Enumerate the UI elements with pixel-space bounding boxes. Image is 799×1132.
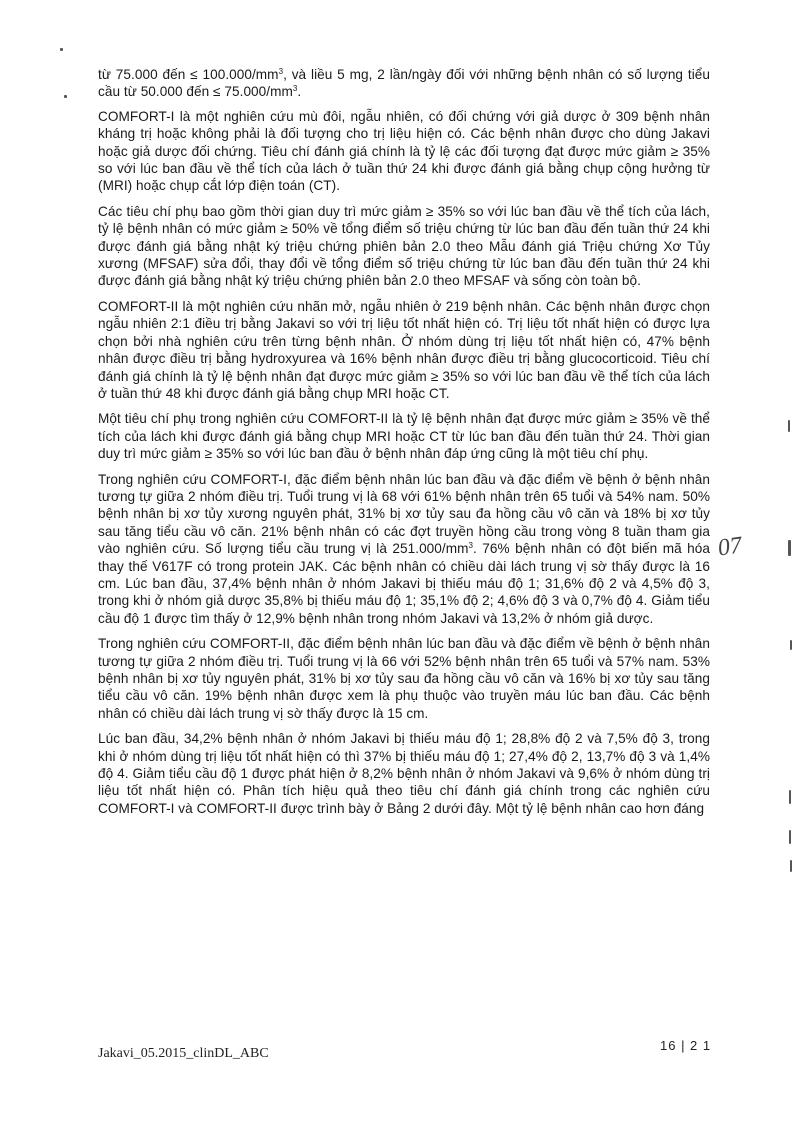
handwritten-initials: 07 — [716, 532, 744, 562]
footer-page-number: 16 | 2 1 — [660, 1038, 712, 1053]
scan-mark — [790, 860, 792, 872]
paragraph-comfort-ii-design: COMFORT-II là một nghiên cứu nhãn mở, ngẫu nhiên ở 219 bệnh nhân. Các bệnh nhân được chọn ngẫu nhiên 2:1 điều trị bằng Jakavi so với trị liệu tốt nhất hiện có. Trị liệu tốt nhất hiện có được lựa chọn bởi nhà nghiên cứu trên từng bệnh nhân. Ở nhóm dùng trị liệu tốt nhất hiện có, 47% bệnh nhân được điều trị bằng hydroxyurea và 16% bệnh nhân được điều trị bằng glucocorticoid. Tiêu chí đánh giá chính là tỷ lệ bệnh nhân đạt được mức giảm ≥ 35% so với lúc ban đầu về thể tích của lách ở tuần thứ 48 khi được đánh giá bằng chụp MRI hoặc CT. — [98, 298, 710, 401]
scan-mark — [789, 830, 791, 844]
body-text — [98, 66, 710, 825]
footer-document-id: Jakavi_05.2015_clinDL_ABC — [98, 1046, 269, 1061]
scan-dot — [60, 48, 63, 51]
paragraph-comfort-i-baseline: Trong nghiên cứu COMFORT-I, đặc điểm bệnh nhân lúc ban đầu và đặc điểm về bệnh ở bệnh nhân tương tự giữa 2 nhóm điều trị. Tuổi trung vị là 68 với 61% bệnh nhân trên 65 tuổi và 54% nam. 50% bệnh nhân bị xơ tủy xương nguyên phát, 31% bị xơ tủy sau đa hồng cầu vô căn và 18% bị xơ tủy sau tăng tiểu cầu vô căn. 21% bệnh nhân có các đợt truyền hồng cầu trong vòng 8 tuần tham gia vào nghiên cứu. Số lượng tiểu cầu trung vị là $251.000/mm^3$. 76% bệnh nhân có đột biến mã hóa thay thế V617F có trong protein JAK. Các bệnh nhân có chiều dài lách trung vị sờ thấy được là 16 cm. Lúc ban đầu, 37,4% bệnh nhân ở nhóm Jakavi bị thiếu máu độ 1; 31,6% độ 2 và 4,5% độ 3, trong khi ở nhóm giả dược 35,8% bị thiếu máu độ 1; 35,1% độ 2; 4,6% độ 3 và 0,7% độ 4. Giảm tiểu cầu độ 1 được tìm thấy ở 12,9% bệnh nhân trong nhóm Jakavi và 13,2% ở nhóm giả dược. — [98, 471, 710, 626]
paragraph-dosing: từ 75.000 đến ≤ $100.000/mm^3$, và liều 5 mg, 2 lần/ngày đối với những bệnh nhân có số lượng tiểu cầu từ 50.000 đến ≤ $75.000/mm^3$. — [98, 67, 710, 100]
paragraph-anemia-baseline: Lúc ban đầu, 34,2% bệnh nhân ở nhóm Jakavi bị thiếu máu độ 1; 28,8% độ 2 và 7,5% độ 3, trong khi ở nhóm dùng trị liệu tốt nhất hiện có thì 37% bị thiếu máu độ 1; 27,4% độ 2, 13,7% độ 3 và 1,4% độ 4. Giảm tiểu cầu độ 1 được phát hiện ở 8,2% bệnh nhân ở nhóm Jakavi và 9,6% ở nhóm dùng trị liệu tốt nhất hiện có. Phân tích hiệu quả theo tiêu chí đánh giá chính trong các nghiên cứu COMFORT-I và COMFORT-II được trình bày ở Bảng 2 dưới đây. Một tỷ lệ bệnh nhân cao hơn đáng — [98, 731, 710, 816]
paragraph-comfort-ii-secondary: Một tiêu chí phụ trong nghiên cứu COMFORT-II là tỷ lệ bệnh nhân đạt được mức giảm ≥ 35% về thể tích của lách khi được đánh giá bằng chụp MRI hoặc CT từ lúc ban đầu đến tuần thứ 24. Thời gian duy trì mức giảm ≥ 35% so với lúc ban đầu ở bệnh nhân đáp ứng cũng là một tiêu chí phụ. — [98, 411, 710, 462]
scan-mark — [788, 540, 791, 556]
paragraph-comfort-i-design: COMFORT-I là một nghiên cứu mù đôi, ngẫu nhiên, có đối chứng với giả dược ở 309 bệnh nhân kháng trị hoặc không phải là đối tượng cho trị liệu hiện có. Các bệnh nhân được cho dùng Jakavi hoặc giả dược đối chứng. Tiêu chí đánh giá chính là tỷ lệ các đối tượng đạt được mức giảm ≥ 35% so với lúc ban đầu về thể tích của lách ở tuần thứ 24 khi được đánh giá bằng chụp cộng hưởng từ (MRI) hoặc chụp cắt lớp điện toán (CT). — [98, 108, 710, 194]
scan-mark — [790, 640, 792, 650]
scan-dot — [64, 95, 67, 98]
paragraph-secondary-endpoints: Các tiêu chí phụ bao gồm thời gian duy trì mức giảm ≥ 35% so với lúc ban đầu về thể tích của lách, tỷ lệ bệnh nhân có mức giảm ≥ 50% về tổng điểm số triệu chứng từ lúc ban đầu đến tuần thứ 24 khi được đánh giá bằng nhật ký triệu chứng phiên bản 2.0 theo Mẫu đánh giá Triệu chứng Xơ Tủy xương (MFSAF) sửa đổi, thay đổi về tổng điểm số triệu chứng từ lúc ban đầu đến tuần thứ 24 khi được đánh giá bằng nhật ký triệu chứng phiên bản 2.0 theo MFSAF và sống còn toàn bộ. — [98, 203, 710, 289]
paragraph-comfort-ii-baseline: Trong nghiên cứu COMFORT-II, đặc điểm bệnh nhân lúc ban đầu và đặc điểm về bệnh ở bệnh nhân tương tự giữa 2 nhóm điều trị. Tuổi trung vị là 66 với 52% bệnh nhân trên 65 tuổi và 57% nam. 53% bệnh nhân bị xơ tủy nguyên phát, 31% bị xơ tủy sau đa hồng cầu vô căn và 16% bị xơ tủy sau tăng tiểu cầu vô căn. 19% bệnh nhân được xem là phụ thuộc vào truyền máu lúc ban đầu. Các bệnh nhân có chiều dài lách trung vị sờ thấy được là 15 cm. — [98, 636, 710, 721]
scan-mark — [789, 790, 791, 804]
scan-mark — [788, 420, 790, 432]
